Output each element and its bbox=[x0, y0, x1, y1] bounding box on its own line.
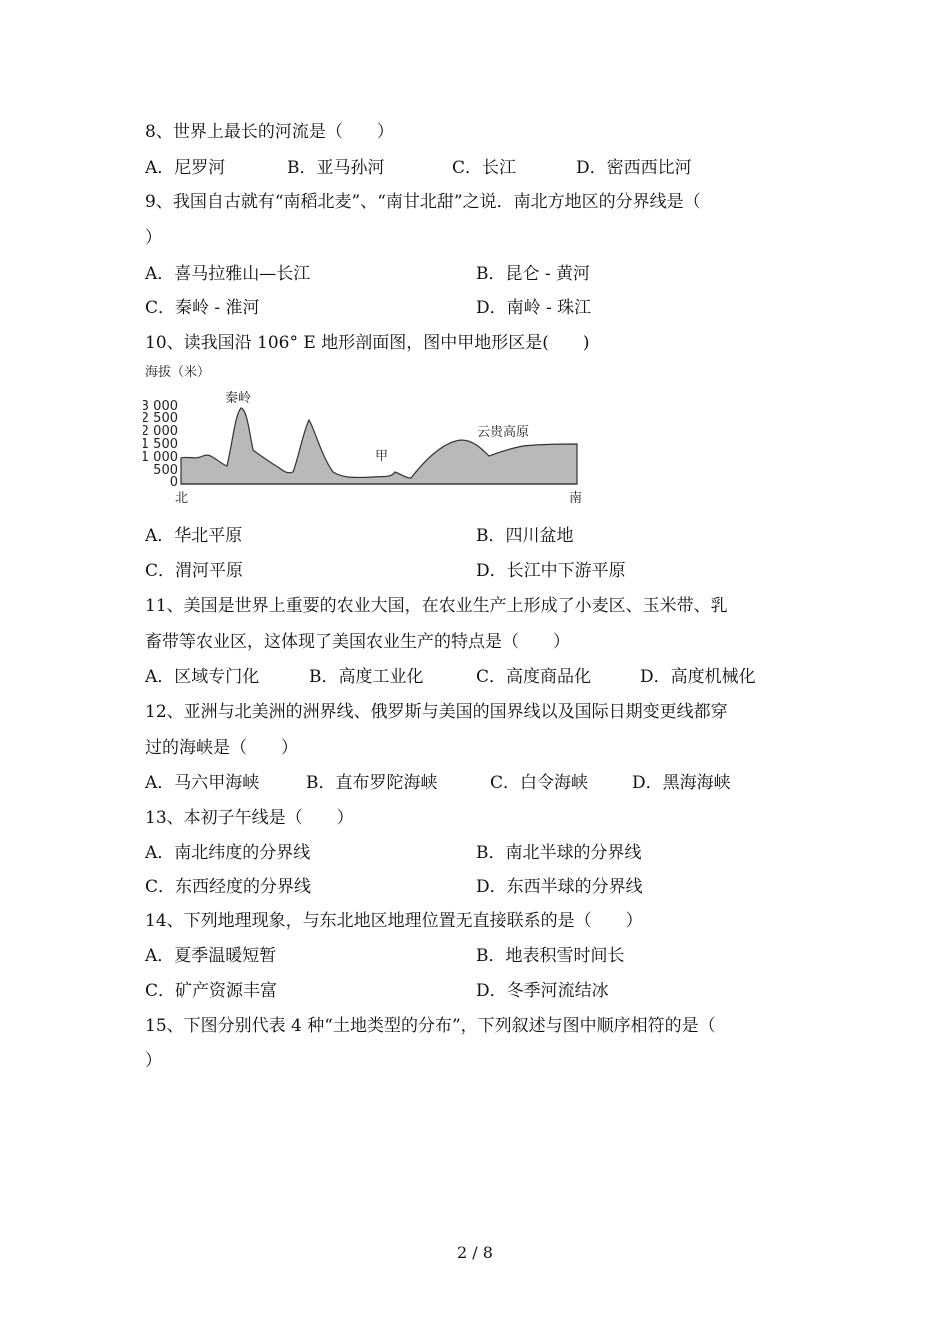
y-tick-3000: 3 000 bbox=[143, 399, 178, 414]
q10-option-c: C．渭河平原 bbox=[145, 561, 244, 581]
q13-option-c: C．东西经度的分界线 bbox=[145, 877, 312, 897]
q10-option-d: D．长江中下游平原 bbox=[476, 561, 626, 581]
q11-stem-line1: 11、美国是世界上重要的农业大国，在农业生产上形成了小麦区、玉米带、乳 bbox=[145, 596, 728, 616]
y-tick-500: 500 bbox=[153, 463, 178, 478]
q14-option-d: D．冬季河流结冰 bbox=[476, 981, 609, 1001]
q11-option-d: D．高度机械化 bbox=[640, 667, 756, 687]
label-jia: 甲 bbox=[375, 449, 389, 464]
label-qinling: 秦岭 bbox=[225, 391, 252, 406]
page-number: 2 / 8 bbox=[457, 1243, 493, 1262]
q9-option-c: C．秦岭 - 淮河 bbox=[145, 298, 260, 318]
q10-stem: 10、读我国沿 106° E 地形剖面图，图中甲地形区是( ) bbox=[145, 333, 590, 353]
q14-stem: 14、下列地理现象，与东北地区地理位置无直接联系的是（ ） bbox=[145, 911, 643, 931]
q12-stem-line1: 12、亚洲与北美洲的洲界线、俄罗斯与美国的国界线以及国际日期变更线都穿 bbox=[145, 702, 728, 722]
q10-option-b: B．四川盆地 bbox=[476, 526, 574, 546]
q9-option-a: A．喜马拉雅山—长江 bbox=[145, 264, 311, 284]
q12-option-d: D．黑海海峡 bbox=[632, 773, 731, 793]
y-tick-1000: 1 000 bbox=[143, 450, 178, 465]
q9-stem-line2: ） bbox=[145, 228, 162, 248]
q14-option-c: C．矿产资源丰富 bbox=[145, 981, 278, 1001]
terrain-profile-figure bbox=[143, 360, 593, 510]
terrain-profile-svg bbox=[143, 360, 593, 510]
label-south: 南 bbox=[569, 491, 583, 506]
q8-option-d: D．密西西比河 bbox=[576, 158, 692, 178]
q14-option-b: B．地表积雪时间长 bbox=[476, 946, 625, 966]
label-north: 北 bbox=[175, 491, 189, 506]
y-tick-2000: 2 000 bbox=[143, 424, 178, 439]
q11-stem-line2: 畜带等农业区，这体现了美国农业生产的特点是（ ） bbox=[145, 632, 570, 652]
q9-option-b: B．昆仑 - 黄河 bbox=[476, 264, 591, 284]
q8-option-c: C．长江 bbox=[452, 158, 517, 178]
y-tick-0: 0 bbox=[169, 475, 178, 490]
q8-option-b: B．亚马孙河 bbox=[287, 158, 385, 178]
q11-option-b: B．高度工业化 bbox=[309, 667, 424, 687]
q9-option-d: D．南岭 - 珠江 bbox=[476, 298, 592, 318]
q13-stem: 13、本初子午线是（ ） bbox=[145, 808, 354, 828]
q14-option-a: A．夏季温暖短暂 bbox=[145, 946, 277, 966]
q12-option-c: C．白令海峡 bbox=[490, 773, 589, 793]
q12-option-b: B．直布罗陀海峡 bbox=[306, 773, 438, 793]
q15-stem-line1: 15、下图分别代表 4 种“土地类型的分布”，下列叙述与图中顺序相符的是（ bbox=[145, 1016, 716, 1036]
q11-option-c: C．高度商品化 bbox=[476, 667, 592, 687]
y-tick-2500: 2 500 bbox=[143, 411, 178, 426]
terrain-profile-shape bbox=[181, 408, 577, 484]
q13-option-a: A．南北纬度的分界线 bbox=[145, 843, 311, 863]
label-yungui: 云贵高原 bbox=[477, 425, 530, 440]
q8-option-a: A．尼罗河 bbox=[145, 158, 226, 178]
q13-option-d: D．东西半球的分界线 bbox=[476, 877, 643, 897]
y-tick-1500: 1 500 bbox=[143, 437, 178, 452]
q12-stem-line2: 过的海峡是（ ） bbox=[145, 738, 298, 758]
q9-stem-line1: 9、我国自古就有“南稻北麦”、“南甘北甜”之说．南北方地区的分界线是（ bbox=[145, 192, 701, 212]
y-tick-labels bbox=[143, 399, 178, 490]
q15-stem-line2: ） bbox=[145, 1051, 162, 1071]
q12-option-a: A．马六甲海峡 bbox=[145, 773, 260, 793]
q8-stem: 8、世界上最长的河流是（ ） bbox=[145, 122, 394, 142]
q10-option-a: A．华北平原 bbox=[145, 526, 243, 546]
q11-option-a: A．区域专门化 bbox=[145, 667, 260, 687]
y-axis-title: 海拔（米） bbox=[145, 365, 211, 380]
q13-option-b: B．南北半球的分界线 bbox=[476, 843, 642, 863]
